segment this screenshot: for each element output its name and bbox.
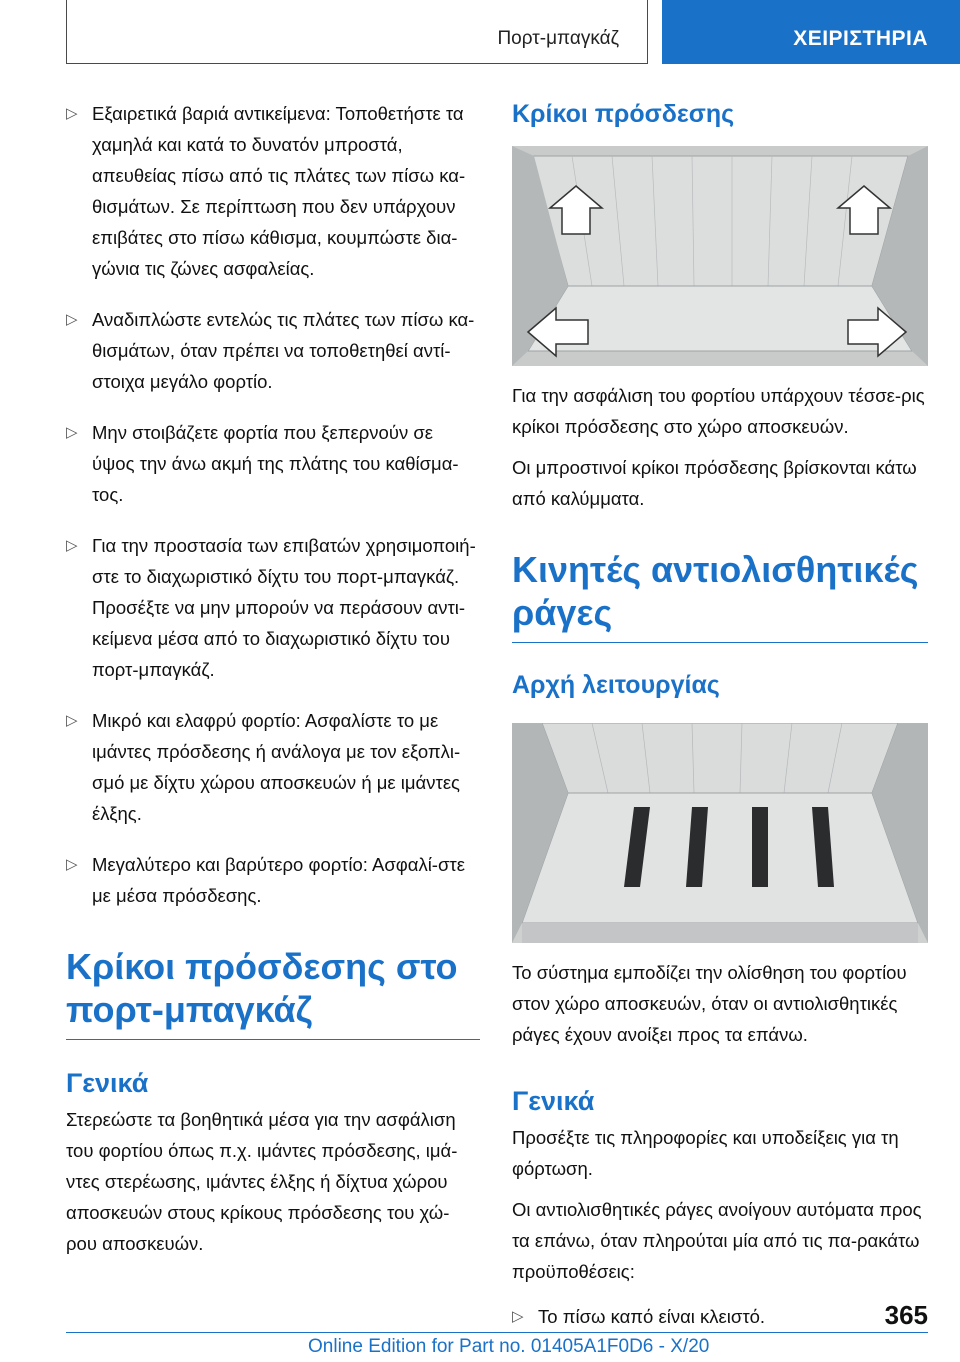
header-section-title: Πορτ-μπαγκάζ <box>497 28 619 49</box>
list-item-text: Μεγαλύτερο και βαρύτερο φορτίο: Ασφαλί-στε με μέσα πρόσδεσης. <box>92 854 465 906</box>
header-section-box <box>66 0 648 64</box>
triangle-bullet-icon: ▷ <box>66 105 78 122</box>
list-item <box>512 1301 928 1332</box>
list-item <box>66 849 480 911</box>
right-column <box>512 98 928 1352</box>
paragraph-rings-1: Για την ασφάλιση του φορτίου υπάρχουν τέσσε-ρις κρίκοι πρόσδεσης στο χώρο αποσκευών. <box>512 385 925 437</box>
paragraph-general-rails-2: Οι αντιολισθητικές ράγες ανοίγουν αυτόματα προς τα επάνω, όταν πληρούται μία από τις πα-ρακάτω προϋποθέσεις: <box>512 1199 922 1282</box>
section-heading-rings: Κρίκοι πρόσδεσης <box>512 100 735 128</box>
footer-edition: Online Edition for Part no. 01405A1F0D6 - X/20 <box>308 1336 710 1357</box>
subheading-general-rails: Γενικά <box>512 1086 595 1116</box>
paragraph-general-rails-1: Προσέξτε τις πληροφορίες και υποδείξεις για τη φόρτωση. <box>512 1127 899 1179</box>
page-number: 365 <box>884 1300 928 1330</box>
triangle-bullet-icon: ▷ <box>66 311 78 328</box>
list-item <box>66 530 480 685</box>
figure-anti-slip-rails <box>512 723 928 943</box>
list-item-text: Μην στοιβάζετε φορτία που ξεπερνούν σε ύψος την άνω ακμή της πλάτης του καθίσμα-τος. <box>92 422 459 505</box>
header-chapter-box <box>662 0 960 64</box>
figure-luggage-compartment-rings <box>512 146 928 366</box>
triangle-bullet-icon: ▷ <box>66 537 78 554</box>
header-chapter-title: ΧΕΙΡΙΣΤΗΡΙΑ <box>793 27 928 50</box>
list-item-text: Εξαιρετικά βαριά αντικείμενα: Τοποθετήστε τα χαμηλά και κατά το δυνατόν μπροστά, απευθείας πίσω από τις πλάτες των πίσω κα-θισμάτων. Σε περίπτωση που δεν υπάρχουν επιβάτες στο πίσω κάθισμα, κουμπώστε δια-γώνια τις ζώνες ασφαλείας. <box>92 103 466 279</box>
subheading-general: Γενικά <box>66 1068 149 1098</box>
triangle-bullet-icon: ▷ <box>66 856 78 873</box>
paragraph-general: Στερεώστε τα βοηθητικά μέσα για την ασφάλιση του φορτίου όπως π.χ. ιμάντες πρόσδεσης, ιμά-ντες στερέωσης, ιμάντες έλξης ή δίχτυα χώρου αποσκευών στους κρίκους πρόσδεσης του χώ-ρου αποσκευών. <box>66 1109 458 1254</box>
footer-divider <box>66 1332 928 1333</box>
list-item-text: Για την προστασία των επιβατών χρησιμοποιή-στε το διαχωριστικό δίχτυ του πορτ-μπαγκάζ. Προσέξτε να μην μπορούν να περάσουν αντι-κείμενα μέσα από το διαχωριστικό δίχτυ του πορτ-μπαγκάζ. <box>92 535 476 680</box>
left-column <box>66 98 480 1269</box>
triangle-bullet-icon: ▷ <box>66 712 78 729</box>
list-item <box>66 705 480 829</box>
list-item <box>66 98 480 284</box>
section-heading-tie-down-rings: Κρίκοι πρόσδεσης στο πορτ-μπαγκάζ <box>66 945 480 1040</box>
list-item-text: Αναδιπλώστε εντελώς τις πλάτες των πίσω κα-θισμάτων, όταν πρέπει να τοποθετηθεί αντί-στοιχα μεγάλο φορτίο. <box>92 309 475 392</box>
paragraph-principle: Το σύστημα εμποδίζει την ολίσθηση του φορτίου στον χώρο αποσκευών, όταν οι αντιολισθητικές ράγες έχουν ανοίξει προς τα επάνω. <box>512 962 907 1045</box>
list-item-text: Το πίσω καπό είναι κλειστό. <box>538 1306 766 1327</box>
list-item <box>66 304 480 397</box>
paragraph-rings-2: Οι μπροστινοί κρίκοι πρόσδεσης βρίσκονται κάτω από καλύμματα. <box>512 457 917 509</box>
subheading-principle: Αρχή λειτουργίας <box>512 671 720 699</box>
triangle-bullet-icon: ▷ <box>512 1308 524 1325</box>
list-item <box>66 417 480 510</box>
list-item-text: Μικρό και ελαφρύ φορτίο: Ασφαλίστε το με ιμάντες πρόσδεσης ή ανάλογα με τον εξοπλι-σμό με δίχτυ χώρου αποσκευών ή με ιμάντες έλξης. <box>92 710 461 824</box>
section-heading-anti-slip-rails: Κινητές αντιολισθητικές ράγες <box>512 548 928 643</box>
triangle-bullet-icon: ▷ <box>66 424 78 441</box>
